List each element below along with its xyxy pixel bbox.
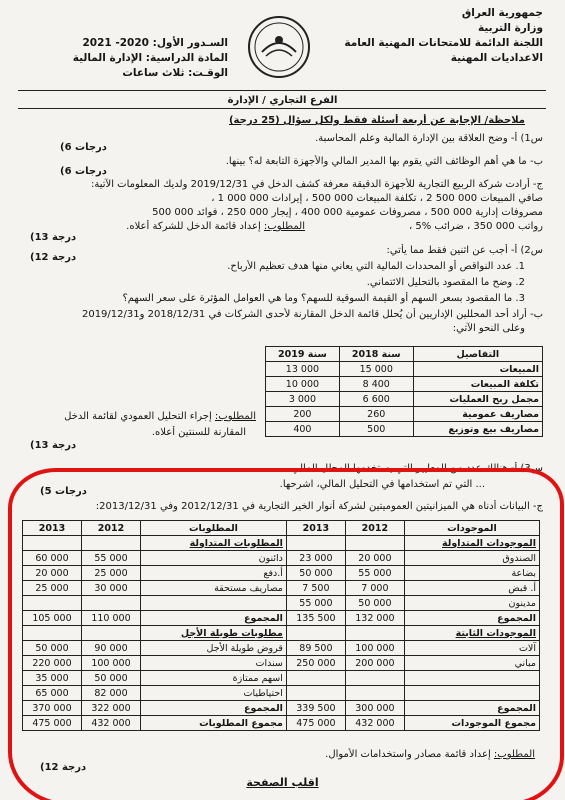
table-cell (404, 686, 539, 701)
table-cell: 260 (339, 407, 413, 422)
table-cell: 432 000 (82, 716, 141, 731)
branch-title: الفرع التجاري / الإدارة (227, 95, 338, 106)
table-cell: 200 000 (345, 656, 404, 671)
q1-a-marks: (6 درجات (60, 142, 107, 153)
year-header: 2012 (82, 521, 141, 536)
table-cell: 23 000 (286, 551, 345, 566)
section-long-term-liabilities: مطلوبات طويلة الأجل (141, 626, 287, 641)
table-cell: 20 000 (345, 551, 404, 566)
header-line-2: وزارة التربية (477, 22, 543, 34)
table-cell: 220 000 (23, 656, 82, 671)
q2-item-1: 1. عدد النواقص أو المحددات المالية التي يعاني منها هدف تعظيم الأرباح. (227, 261, 525, 272)
requirement-text: إجراء التحليل العمودي لقائمة الدخل (64, 411, 212, 422)
table-cell: 55 000 (345, 566, 404, 581)
table-row (23, 656, 540, 671)
table-row (266, 407, 543, 422)
table-cell: الصندوق (404, 551, 539, 566)
table-cell: 370 000 (23, 701, 82, 716)
table-cell: أ.دفع (141, 566, 287, 581)
turn-page-note: اقلب الصفحة (246, 776, 319, 789)
table-cell: 50 000 (23, 641, 82, 656)
table-cell: 25 000 (82, 566, 141, 581)
divider (18, 108, 546, 109)
q1-c-line3: رواتب 000 350 ، ضرائب %5 ، (408, 221, 543, 232)
table-row (23, 551, 540, 566)
section-current-liabilities: المطلوبات المتداولة (141, 536, 287, 551)
q2-a-marks: (12 درجة (30, 252, 77, 263)
table-cell (23, 596, 82, 611)
table-header-row (266, 347, 543, 362)
table-cell: 7 000 (345, 581, 404, 596)
table-row (23, 671, 540, 686)
requirement-label: المطلوب: (214, 411, 256, 422)
table-cell (82, 596, 141, 611)
table-cell: دائنون (141, 551, 287, 566)
ministry-header (323, 6, 543, 66)
q2-marks: (13 درجة (30, 440, 77, 451)
table-cell: تكلفة المبيعات (413, 377, 542, 392)
balance-sheet-table (22, 520, 540, 731)
table-cell: سندات (141, 656, 287, 671)
q2-item-3: 3. ما المقصود بسعر السهم أو القيمة السوقية للسهم؟ وما هي العوامل المؤثرة على سعر السهم؟ (122, 293, 525, 304)
q2-b-cont: وعلى النحو الآتي: (452, 323, 525, 334)
liabilities-header: المطلوبات (141, 521, 287, 536)
table-cell: 50 000 (345, 596, 404, 611)
table-cell: 400 (266, 422, 340, 437)
table-row (23, 716, 540, 731)
table-header: سنة 2019 (266, 347, 340, 362)
table-row (23, 686, 540, 701)
table-cell: 13 000 (266, 362, 340, 377)
ministry-seal-logo (246, 14, 312, 80)
table-cell: 55 000 (286, 596, 345, 611)
table-cell: 90 000 (82, 641, 141, 656)
table-cell: المجموع (141, 701, 287, 716)
q2-requirement-cont: المقارنة للسنتين أعلاه. (151, 427, 246, 438)
table-header: سنة 2018 (339, 347, 413, 362)
table-cell: 60 000 (23, 551, 82, 566)
table-cell: أ. قبض (404, 581, 539, 596)
table-cell: 30 000 (82, 581, 141, 596)
q2-item-2: 2. وضح ما المقصود بالتحليل الائتماني. (366, 277, 525, 288)
year-header: 2012 (345, 521, 404, 536)
table-cell (286, 686, 345, 701)
table-cell: 10 000 (266, 377, 340, 392)
table-row (266, 377, 543, 392)
table-cell: 200 (266, 407, 340, 422)
table-cell: 100 000 (82, 656, 141, 671)
table-cell: 6 600 (339, 392, 413, 407)
table-cell: مصاريف عمومية (413, 407, 542, 422)
table-cell: اسهم ممتازة (141, 671, 287, 686)
table-cell: 8 400 (339, 377, 413, 392)
table-cell: قروض طويلة الأجل (141, 641, 287, 656)
q3-a-cont: ... التي تم استخدامها في التحليل المالي، اشرحها. (279, 479, 485, 490)
table-cell: المجموع (404, 611, 539, 626)
table-cell: 432 000 (345, 716, 404, 731)
divider (18, 90, 546, 91)
year-header: 2013 (286, 521, 345, 536)
table-cell: مجمل ربح العمليات (413, 392, 542, 407)
exam-round: السـدور الأول: 2020- 2021 (82, 37, 228, 49)
table-cell: 82 000 (82, 686, 141, 701)
table-cell: المبيعات (413, 362, 542, 377)
table-cell: 100 000 (345, 641, 404, 656)
exam-info (28, 36, 228, 81)
exam-time: الوقـت: ثلاث ساعات (122, 67, 228, 79)
table-cell: مدينون (404, 596, 539, 611)
table-cell: 20 000 (23, 566, 82, 581)
exam-subject: المادة الدراسية: الإدارة المالية (72, 52, 228, 64)
requirement-text: إعداد قائمة الدخل للشركة أعلاه. (126, 221, 261, 232)
table-cell: 65 000 (23, 686, 82, 701)
table-cell: آلات (404, 641, 539, 656)
section-fixed-assets: الموجودات الثابتة (404, 626, 539, 641)
table-cell: مصاريف بيع وتوزيع (413, 422, 542, 437)
table-header: التفاصيل (413, 347, 542, 362)
q1-c: ج- أرادت شركة الربيع التجارية للأجهزة الدقيقة معرفة كشف الدخل في 2019/12/31 ولديك المعلومات الآتية: (90, 179, 543, 190)
table-cell: 322 000 (82, 701, 141, 716)
table-cell: مباني (404, 656, 539, 671)
table-row (266, 392, 543, 407)
q1-b-marks: (6 درجات (60, 166, 107, 177)
q3-a-marks: (5 درجات (40, 486, 87, 497)
table-cell: 250 000 (286, 656, 345, 671)
table-cell: 132 000 (345, 611, 404, 626)
table-cell: المجموع (404, 701, 539, 716)
q1-c-marks: (13 درجة (30, 232, 77, 243)
header-line-3: اللجنة الدائمة للامتحانات المهنية العامة (344, 37, 543, 49)
table-cell: مصاريف مستحقة (141, 581, 287, 596)
q1-a: س1) أ- وضح العلاقة بين الإدارة المالية وعلم المحاسبة. (315, 133, 543, 144)
table-cell: 475 000 (286, 716, 345, 731)
table-cell: 55 000 (82, 551, 141, 566)
requirement-label: المطلوب: (263, 221, 305, 232)
table-row (23, 581, 540, 596)
table-cell: 25 000 (23, 581, 82, 596)
q3-b: ج- البيانات أدناه هي الميزانيتين العموميتين لشركة أنوار الخير التجارية في 2012/12/31 وفي 2013/12/31: (95, 501, 543, 512)
table-cell: 105 000 (23, 611, 82, 626)
income-comparison-table (265, 346, 543, 437)
requirement-text: إعداد قائمة مصادر واستخدامات الأموال. (325, 749, 491, 760)
table-cell: مجموع المطلوبات (141, 716, 287, 731)
table-cell (345, 671, 404, 686)
table-row (23, 566, 540, 581)
q3-marks: (12 درجة (40, 762, 87, 773)
q2-a: س2) أ- أجب عن اثنين فقط مما يأتي: (386, 245, 543, 256)
table-cell: 7 500 (286, 581, 345, 596)
table-cell: بضاعة (404, 566, 539, 581)
section-current-assets: الموجودات المتداولة (404, 536, 539, 551)
table-row (266, 422, 543, 437)
table-cell: 50 000 (82, 671, 141, 686)
header-line-1: جمهورية العراق (461, 7, 543, 19)
table-row (23, 611, 540, 626)
table-cell: 110 000 (82, 611, 141, 626)
q2-requirement (36, 410, 256, 423)
table-cell: المجموع (141, 611, 287, 626)
table-cell (345, 686, 404, 701)
table-cell (141, 596, 287, 611)
q3-a: س3) أ- هنالك عدد من المعايير التي يستخدمها المحلل المالي ... (278, 463, 543, 474)
table-row (266, 362, 543, 377)
table-cell: 15 000 (339, 362, 413, 377)
table-cell (404, 671, 539, 686)
table-cell: 35 000 (23, 671, 82, 686)
table-row (23, 596, 540, 611)
requirement-label: المطلوب: (493, 749, 535, 760)
header-line-4: الاعداديات المهنية (450, 52, 543, 64)
table-cell: 475 000 (23, 716, 82, 731)
q1-c-line1: صافي المبيعات 000 500 2 ، تكلفة المبيعات 000 500 ، إيرادات 000 000 1 ، (211, 193, 543, 204)
table-cell: 300 000 (345, 701, 404, 716)
table-cell: 3 000 (266, 392, 340, 407)
section-row (23, 536, 540, 551)
q1-b: ب- ما هي أهم الوظائف التي يقوم بها المدير المالي والأجهزة التابعة له؟ بينها. (225, 156, 543, 167)
table-cell (286, 671, 345, 686)
section-row (23, 626, 540, 641)
year-header: 2013 (23, 521, 82, 536)
table-cell: 500 (339, 422, 413, 437)
q1-c-requirement (45, 220, 305, 233)
table-cell: 89 500 (286, 641, 345, 656)
q2-b: ب- أراد أحد المحللين الإداريين أن يُحلل قائمة الدخل المقارنة لأحدى الشركات في 2018/12/31 و2019/12/31 (81, 309, 543, 320)
exam-note: ملاحظة/ الإجابة عن أربعة أسئلة فقط ولكل سؤال (25 درجة) (228, 115, 525, 126)
q1-c-line2: مصروفات إدارية 000 500 ، مصروفات عمومية 000 400 ، إيجار 000 250 ، فوائد 000 500 (152, 207, 543, 218)
assets-header: الموجودات (404, 521, 539, 536)
table-row (23, 701, 540, 716)
table-row (23, 641, 540, 656)
table-cell: مجموع الموجودات (404, 716, 539, 731)
table-cell: 135 500 (286, 611, 345, 626)
table-header-row (23, 521, 540, 536)
table-cell: احتياطيات (141, 686, 287, 701)
q3-requirement (10, 748, 535, 761)
table-cell: 50 000 (286, 566, 345, 581)
table-cell: 339 500 (286, 701, 345, 716)
